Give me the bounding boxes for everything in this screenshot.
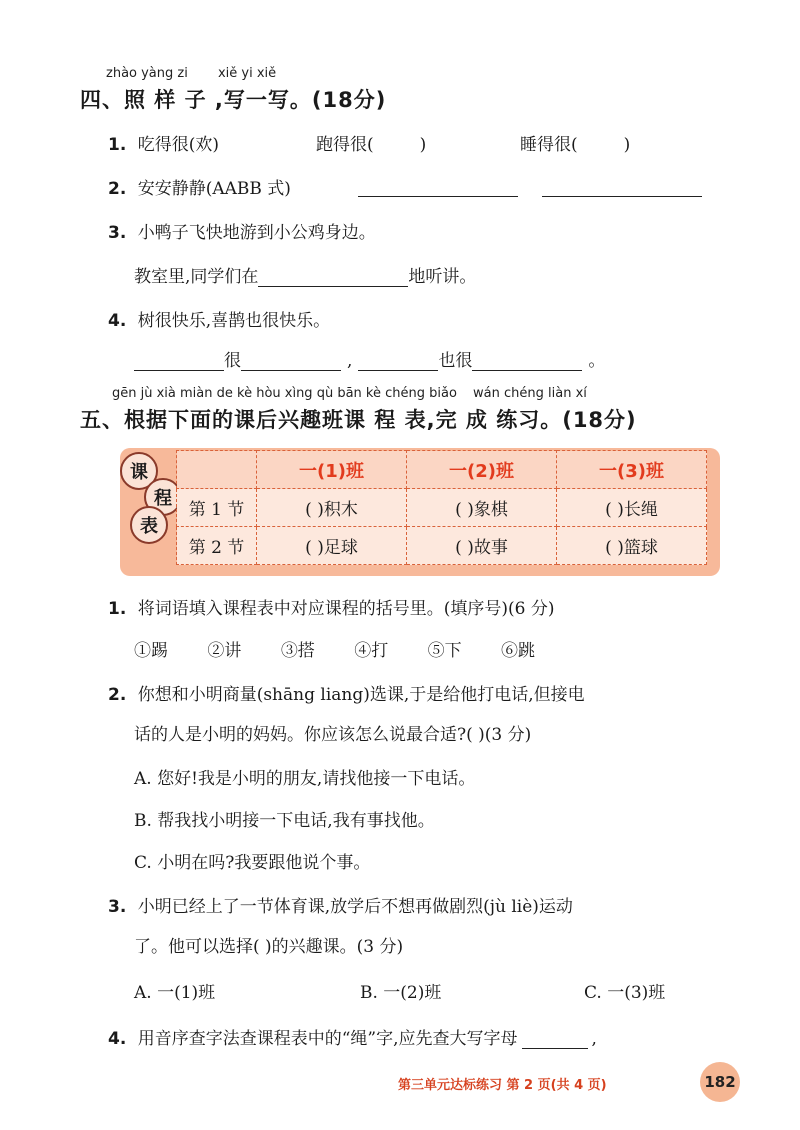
fill-item-run[interactable] (316, 130, 426, 155)
sentence-part: 很 (224, 351, 241, 371)
question-5-1 (108, 594, 554, 619)
header-class-3: 一(3)班 (557, 451, 707, 489)
answer-line[interactable] (358, 196, 518, 197)
question-4-4-line2 (134, 346, 605, 371)
sentence-part: 也很 (438, 351, 473, 371)
bubble-char: 程 (144, 478, 182, 516)
pinyin-line-2 (112, 386, 587, 401)
section-5-title: 五、根据下面的课后兴趣班课 程 表,完 成 练习。(18分) (80, 408, 637, 432)
question-text-line2: 话的人是小明的妈妈。你应该怎么说最合适?( )(3 分) (134, 725, 532, 745)
table-cell[interactable]: ( )长绳 (557, 489, 707, 527)
bubble-char: 表 (130, 506, 168, 544)
question-4-3 (108, 218, 376, 243)
question-text: 安安静静(AABB 式) (137, 179, 291, 199)
question-number: 2. (108, 179, 127, 199)
question-5-4 (108, 1024, 597, 1049)
question-text-line2: 了。他可以选择( )的兴趣课。(3 分) (134, 937, 404, 957)
row-label: 第 2 节 (177, 527, 257, 565)
question-number: 3. (108, 223, 127, 243)
sentence-part: 。 (588, 351, 606, 371)
example-item: 吃得很(欢) (137, 135, 219, 155)
sentence-part: , (347, 351, 353, 371)
choice-c[interactable]: C. 一(3)班 (584, 983, 666, 1003)
choice-a[interactable]: A. 一(1)班 (134, 983, 216, 1003)
header-class-2: 一(2)班 (407, 451, 557, 489)
page-number-badge: 182 (700, 1062, 740, 1102)
choice-b[interactable]: B. 帮我找小明接一下电话,我有事找他。 (134, 811, 435, 831)
choice-a[interactable]: A. 您好!我是小明的朋友,请找他接一下电话。 (134, 769, 476, 789)
question-text: 将词语填入课程表中对应课程的括号里。(填序号)(6 分) (137, 599, 555, 619)
sentence-part: 教室里,同学们在 (134, 267, 259, 287)
item-text: 睡得很( (520, 135, 578, 155)
option-item: ④打 (354, 641, 389, 661)
pinyin-text: xiě yi xiě (217, 66, 277, 81)
table-row (177, 489, 707, 527)
row-label: 第 1 节 (177, 489, 257, 527)
answer-blank[interactable] (358, 351, 438, 371)
question-4-1 (108, 130, 219, 155)
question-text: 你想和小明商量(shāng liang)选课,于是给他打电话,但接电 (137, 685, 585, 705)
sentence-part: 地听讲。 (408, 267, 477, 287)
table-cell[interactable]: ( )象棋 (407, 489, 557, 527)
sentence-part: , (591, 1029, 597, 1049)
question-4-2 (108, 174, 291, 199)
item-paren: ) (623, 135, 631, 155)
table-cell[interactable]: ( )积木 (257, 489, 407, 527)
question-number: 3. (108, 897, 127, 917)
table-header-row (177, 451, 707, 489)
fill-item-sleep[interactable] (520, 130, 630, 155)
choice-c[interactable]: C. 小明在吗?我要跟他说个事。 (134, 853, 371, 873)
table-cell[interactable]: ( )足球 (257, 527, 407, 565)
question-number: 4. (108, 1029, 127, 1049)
table-row (177, 527, 707, 565)
answer-blank[interactable] (258, 267, 408, 287)
item-paren: ) (419, 135, 427, 155)
table-cell[interactable]: ( )故事 (407, 527, 557, 565)
pinyin-text: zhào yàng zi (106, 66, 188, 81)
pinyin-text: wán chéng liàn xí (473, 386, 587, 401)
table-cell[interactable]: ( )篮球 (557, 527, 707, 565)
item-text: 跑得很( (316, 135, 374, 155)
header-corner (177, 451, 257, 489)
option-item: ①踢 (134, 641, 168, 661)
answer-line[interactable] (542, 196, 702, 197)
question-text: 小鸭子飞快地游到小公鸡身边。 (137, 223, 376, 243)
option-item: ⑥跳 (501, 641, 536, 661)
option-item: ⑤下 (427, 641, 462, 661)
answer-blank[interactable] (472, 351, 582, 371)
option-item: ③搭 (280, 641, 315, 661)
bubble-char: 课 (120, 452, 158, 490)
question-5-3 (108, 892, 573, 917)
word-options (134, 636, 535, 661)
choice-b[interactable]: B. 一(2)班 (360, 983, 442, 1003)
question-number: 1. (108, 599, 127, 619)
pinyin-line-1 (106, 66, 276, 81)
answer-blank[interactable] (134, 351, 224, 371)
question-4-3-line2 (134, 262, 476, 287)
question-text: 树很快乐,喜鹊也很快乐。 (137, 311, 331, 331)
question-number: 2. (108, 685, 127, 705)
question-number: 1. (108, 135, 127, 155)
answer-blank[interactable] (241, 351, 341, 371)
question-number: 4. (108, 311, 127, 331)
schedule-table (176, 450, 707, 565)
question-5-2 (108, 680, 585, 705)
section-4-title: 四、照 样 子 ,写一写。(18分) (80, 88, 387, 112)
answer-blank[interactable] (522, 1029, 588, 1049)
option-item: ②讲 (207, 641, 242, 661)
pinyin-text: gēn jù xià miàn de kè hòu xìng qù bān kè chéng biǎo (112, 386, 457, 401)
question-text: 用音序查字法查课程表中的“绳”字,应先查大写字母 (137, 1029, 518, 1049)
header-class-1: 一(1)班 (257, 451, 407, 489)
question-text: 小明已经上了一节体育课,放学后不想再做剧烈(jù liè)运动 (137, 897, 573, 917)
question-4-4 (108, 306, 330, 331)
footer-label: 第三单元达标练习 第 2 页(共 4 页) (398, 1078, 607, 1093)
